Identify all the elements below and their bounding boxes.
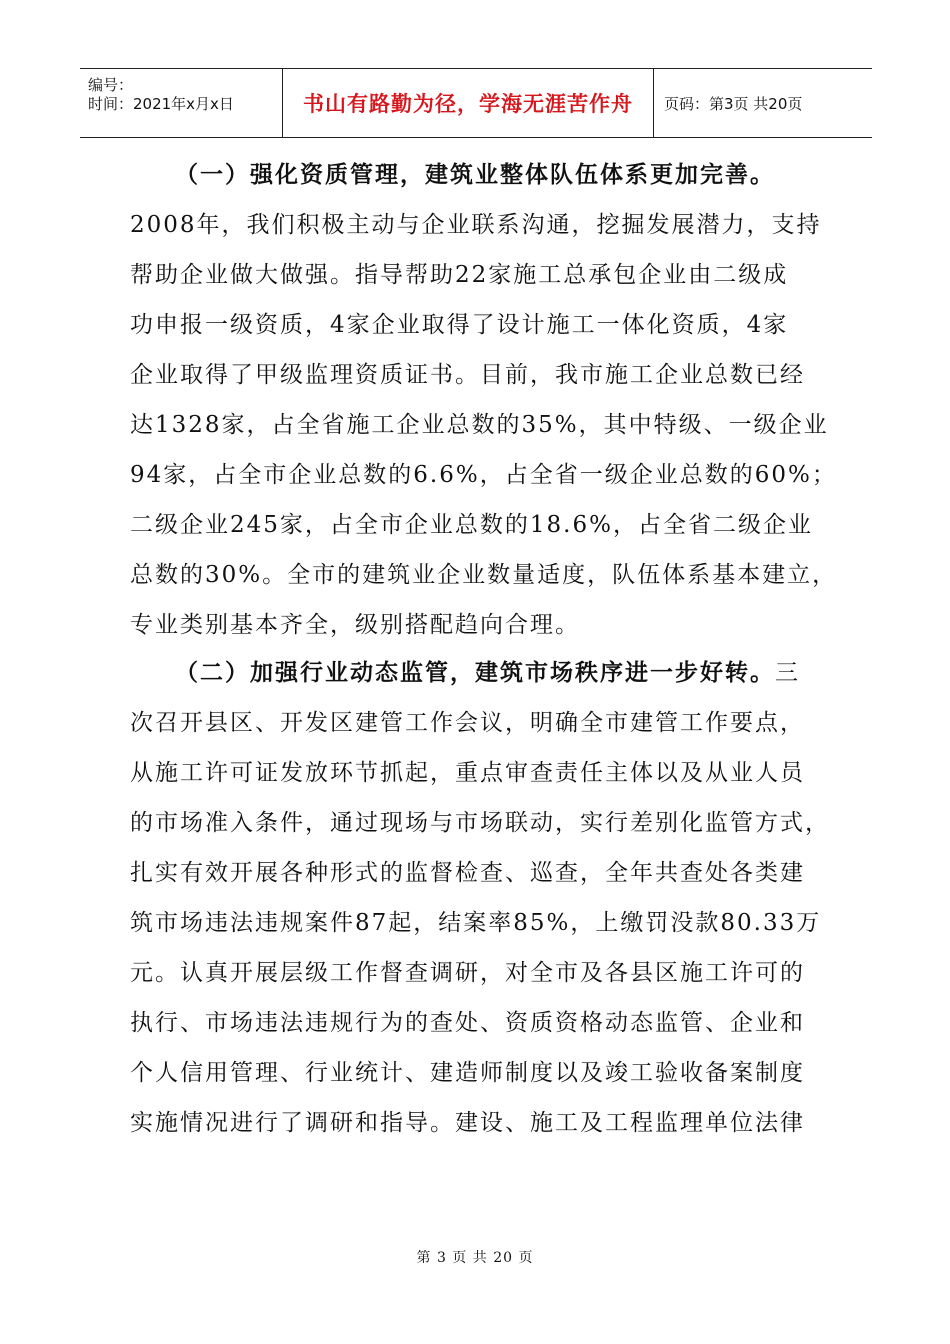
- text-line: [175, 160, 775, 190]
- number-label: 编号：: [88, 76, 134, 94]
- text-line: [130, 560, 837, 590]
- text-line: [130, 460, 837, 490]
- line-text: 扎实有效开展各种形式的监督检查、巡查，全年共查处各类建: [130, 860, 805, 886]
- section-heading: （一）强化资质管理，建筑业整体队伍体系更加完善。: [175, 161, 775, 188]
- line-text: 实施情况进行了调研和指导。建设、施工及工程监理单位法律: [130, 1110, 805, 1136]
- text-line: [130, 210, 822, 240]
- text-line: [130, 410, 829, 440]
- line-text: 个人信用管理、行业统计、建造师制度以及竣工验收备案制度: [130, 1060, 805, 1086]
- line-text: 二级企业245家，占全市企业总数的18.6%，占全省二级企业: [130, 512, 813, 538]
- line-text: 帮助企业做大做强。指导帮助22家施工总承包企业由二级成: [130, 262, 789, 288]
- page-header: [80, 68, 872, 138]
- line-text: 专业类别基本齐全，级别搭配趋向合理。: [130, 612, 580, 638]
- line-text: 筑市场违法违规案件87起，结案率85%，上缴罚没款80.33万: [130, 910, 822, 936]
- header-meta-cell: [80, 69, 282, 137]
- text-line: [130, 758, 805, 788]
- time-label: 时间：2021年x月x日: [88, 95, 234, 113]
- line-text: 从施工许可证发放环节抓起，重点审查责任主体以及从业人员: [130, 760, 805, 786]
- header-motto: 书山有路勤为径，学海无涯苦作舟: [282, 69, 654, 137]
- text-line: [130, 310, 788, 340]
- text-line: [130, 908, 821, 938]
- page-footer: 第 3 页 共 20 页: [416, 1250, 534, 1266]
- text-line: [130, 1108, 805, 1138]
- text-line: [130, 858, 805, 888]
- text-line: [175, 658, 800, 688]
- line-text: 的市场准入条件，通过现场与市场联动，实行差别化监管方式，: [130, 810, 830, 836]
- line-text: 执行、市场违法违规行为的查处、资质资格动态监管、企业和: [130, 1010, 805, 1036]
- line-text: 功申报一级资质，4家企业取得了设计施工一体化资质，4家: [130, 312, 789, 338]
- text-line: [130, 708, 805, 738]
- section-heading: （二）加强行业动态监管，建筑市场秩序进一步好转。: [175, 659, 775, 686]
- line-text: 企业取得了甲级监理资质证书。目前，我市施工企业总数已经: [130, 362, 805, 388]
- text-line: [130, 510, 813, 540]
- text-line: [130, 958, 805, 988]
- line-text: 2008年，我们积极主动与企业联系沟通，挖掘发展潜力，支持: [130, 212, 822, 238]
- line-text: 总数的30%。全市的建筑业企业数量适度，队伍体系基本建立，: [130, 562, 838, 588]
- line-text: 94家，占全市企业总数的6.6%，占全省一级企业总数的60%；: [130, 462, 837, 488]
- text-line: [130, 1058, 805, 1088]
- line-text: 达1328家，占全省施工企业总数的35%，其中特级、一级企业: [130, 412, 829, 438]
- line-text: 三: [775, 660, 800, 686]
- header-page-info: 页码：第3页 共20页: [664, 94, 803, 113]
- text-line: [130, 808, 830, 838]
- text-line: [130, 360, 805, 390]
- line-text: 次召开县区、开发区建管工作会议，明确全市建管工作要点，: [130, 710, 805, 736]
- line-text: 元。认真开展层级工作督查调研，对全市及各县区施工许可的: [130, 960, 805, 986]
- text-line: [130, 610, 580, 640]
- text-line: [130, 260, 788, 290]
- text-line: [130, 1008, 805, 1038]
